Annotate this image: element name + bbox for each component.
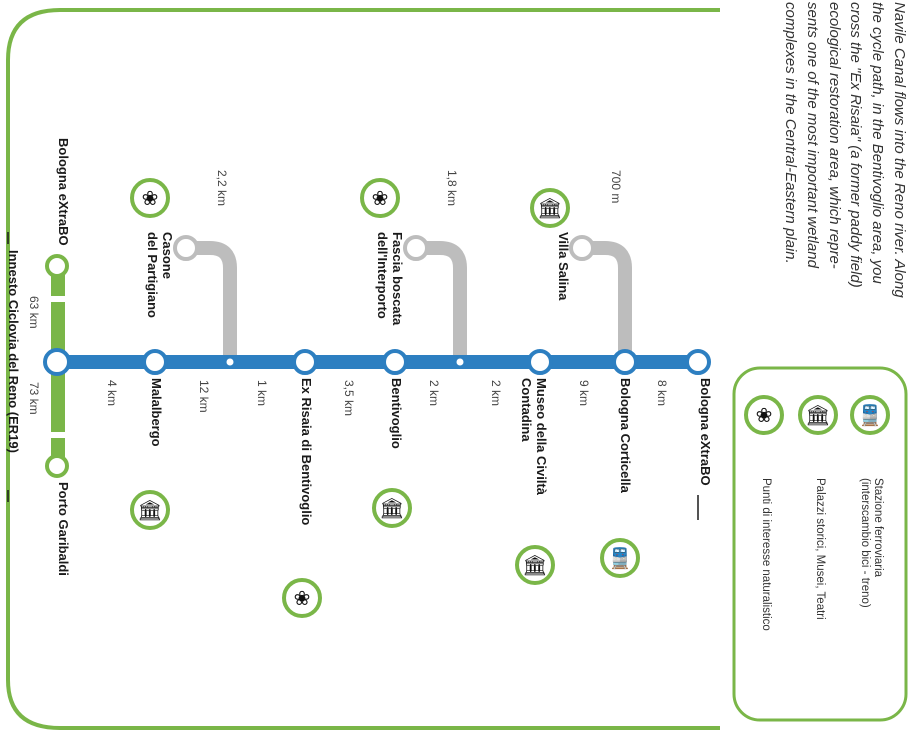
legend-label-museum: Palazzi storici, Musei, Teatri [814,478,826,620]
legend-museum-icon: 🏛 [798,395,838,435]
train-icon: 🚆 [600,538,640,578]
er19-north-distance: 63 km [27,296,41,329]
km-mid-2: 12 km [197,380,211,413]
km-ex-risaia: 1 km [255,380,269,407]
er19-south-label: Porto Garibaldi [56,482,71,576]
er19-north-label: Bologna eXtraBO [56,138,71,246]
route-description: Navile Canal flows into the Reno river. Along the cycle path, in the Bentivoglio area, you cross the "Ex Risaia" (a former paddy field) ecological restoration area, which repre- sents one of the most important wetland complexes in the Central-Eastern plain. [782,2,908,298]
leaf-icon: ❀ [282,578,322,618]
label-bentivoglio: Bentivoglio [389,378,404,449]
km-corticella: 9 km [577,380,591,407]
km-mid-1: 2 km [427,380,441,407]
station-museo-civilta [529,351,551,373]
label-ex-risaia: Ex Risaia di Bentivoglio [299,378,314,526]
museum-icon: 🏛 [515,545,555,585]
leaf-icon: ❀ [360,178,400,218]
station-ex-risaia [294,351,316,373]
er19-title: Innesto Ciclovia del Reno (ER19) [6,250,21,453]
branch-distance-fascia: 1,8 km [445,170,459,207]
station-malalbergo [144,351,166,373]
legend-leaf-icon: ❀ [744,395,784,435]
leaf-icon: ❀ [130,178,170,218]
branch-name-fascia: Fascia boscata dell'Interporto [375,232,405,326]
label-malalbergo: Malalbergo [149,378,164,447]
station-junction-er19 [45,350,69,374]
museum-icon: 🏛 [530,188,570,228]
km-malalbergo: 4 km [105,380,119,407]
station-bentivoglio [384,351,406,373]
legend-label-leaf: Punti di interesse naturalistico [760,478,772,631]
km-museo: 2 km [489,380,503,407]
km-first: 8 km [655,380,669,407]
legend-train-icon: 🚆 [850,395,890,435]
branch-distance-casone: 2,2 km [215,170,229,207]
branch-name-villa: Villa Salina [556,232,571,301]
branch-distance-villa: 700 m [609,170,623,204]
museum-icon: 🏛 [130,490,170,530]
label-museo: Museo della Civiltà Contadina [519,378,549,496]
label-corticella: Bologna Corticella [618,378,633,493]
branch-name-casone: Casone del Partigiano [145,232,175,318]
station-corticella [614,351,636,373]
er19-south-distance: 73 km [27,382,41,415]
legend-label-train: Stazione ferroviaria (interscambio bici - treno) [858,478,884,608]
km-bentivoglio: 3,5 km [342,380,356,417]
label-start: Bologna eXtraBO [698,378,713,486]
station-bologna-extrabo [687,351,709,373]
museum-icon: 🏛 [372,488,412,528]
